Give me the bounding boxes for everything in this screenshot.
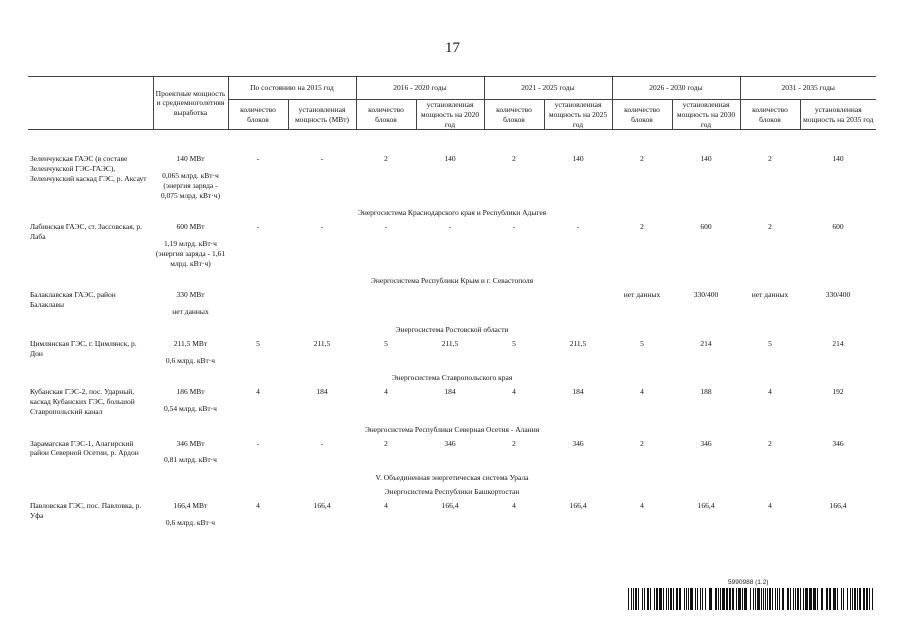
page-number: 17	[445, 40, 460, 56]
units-count-cell: 2	[640, 438, 644, 448]
units-count-cell	[228, 288, 288, 323]
barcode-text: 5990988 (1.2)	[728, 579, 769, 586]
project-capacity: 140 МВт	[176, 154, 205, 164]
header-units: количество блоков	[740, 100, 800, 130]
barcode-bar	[753, 588, 754, 610]
units-count-cell: 4	[384, 387, 388, 397]
barcode-bar	[765, 588, 766, 610]
units-count-cell: 4	[640, 387, 644, 397]
table-row	[28, 288, 876, 323]
installed-power-cell: 140	[832, 154, 844, 164]
units-count-cell: 4	[256, 387, 260, 397]
barcode-bar	[715, 588, 717, 610]
project-capacity-cell	[153, 499, 228, 534]
header-period: 2016 - 2020 годы	[356, 77, 484, 100]
barcode-bar	[817, 588, 818, 610]
units-count-cell: 4	[512, 501, 516, 510]
barcode-bar	[841, 588, 842, 610]
project-capacity-cell	[153, 337, 228, 372]
barcode-bar	[738, 588, 741, 610]
barcode-bar	[676, 588, 678, 610]
barcode-bar	[755, 588, 756, 610]
units-count-cell	[484, 288, 544, 323]
units-count-cell: 2	[640, 222, 644, 232]
installed-power-cell: -	[320, 154, 324, 164]
barcode-bar	[795, 588, 796, 610]
project-capacity: 186 МВт	[176, 387, 205, 397]
barcode-bar	[722, 588, 725, 610]
barcode-bar	[833, 588, 836, 610]
installed-power-cell: -	[448, 222, 452, 232]
barcode-bar	[847, 588, 848, 610]
units-count-cell: 4	[768, 501, 772, 510]
barcode-bar	[650, 588, 651, 610]
barcode-bar	[757, 588, 760, 610]
barcode-bar	[709, 588, 712, 610]
section-row	[28, 206, 876, 220]
units-count-cell: 4	[768, 387, 772, 397]
header-power: установленная мощность на 2025 год	[544, 100, 612, 130]
installed-power-cell: -	[576, 222, 580, 232]
project-capacity-cell	[153, 385, 228, 422]
barcode-bar	[750, 588, 751, 610]
hydro-plants-table	[28, 76, 876, 534]
header-power: установленная мощность на 2030 год	[672, 100, 740, 130]
barcode-bar	[700, 588, 701, 610]
units-count-cell: -	[512, 222, 516, 232]
barcode-bar	[797, 588, 799, 610]
barcode-bar	[793, 588, 794, 610]
installed-power-cell: 166,4	[569, 501, 587, 510]
project-capacity: 211,5 МВт	[173, 338, 208, 348]
barcode-bar	[863, 588, 865, 610]
units-count-cell	[356, 288, 416, 323]
installed-power-cell: 211,5	[441, 338, 459, 348]
table-row	[28, 499, 876, 534]
barcode-bar	[769, 588, 771, 610]
average-generation: нет данных	[172, 307, 209, 316]
header-units: количество блоков	[612, 100, 672, 130]
barcode-bar	[782, 588, 784, 610]
installed-power-cell: 211,5	[313, 338, 331, 348]
units-count-cell: -	[256, 154, 260, 164]
plant-name: Балаклавская ГАЭС, район Балаклавы	[30, 290, 116, 309]
barcode-bar	[866, 588, 868, 610]
installed-power-cell: 600	[700, 222, 712, 232]
header-units: количество блоков	[356, 100, 416, 130]
barcode-bar	[767, 588, 768, 610]
barcode-bar	[690, 588, 693, 610]
installed-power-cell: 214	[700, 338, 712, 348]
installed-power-cell: 184	[316, 387, 328, 397]
section-title: V. Объединенная энергетическая система Урала	[375, 473, 529, 483]
barcode-bar	[772, 588, 773, 610]
section-row	[28, 485, 876, 499]
units-count-cell: 2	[512, 438, 516, 448]
barcode-bar	[633, 588, 634, 610]
average-generation: 0,6 млрд. кВт·ч	[165, 517, 216, 527]
units-count-cell: 5	[512, 338, 516, 348]
plant-name: Лабинская ГАЭС, ст. Зассовская, р. Лаба	[30, 222, 143, 241]
installed-power-cell: 188	[700, 387, 712, 397]
table-row	[28, 220, 876, 274]
barcode-bar	[702, 588, 703, 610]
average-generation: 0,6 млрд. кВт·ч	[165, 355, 216, 365]
table-row	[28, 437, 876, 472]
barcode-bar	[869, 588, 870, 610]
barcode-bar	[854, 588, 856, 610]
installed-power-cell: 346	[832, 438, 844, 448]
section-title: Энергосистема Республики Северная Осетия - Алания	[364, 424, 540, 434]
barcode-bar	[697, 588, 698, 610]
barcode-bar	[777, 588, 778, 610]
barcode-bar	[663, 588, 664, 610]
header-period: 2031 - 2035 годы	[740, 77, 876, 100]
section-row	[28, 423, 876, 437]
barcode-bar	[857, 588, 858, 610]
barcode-bar	[679, 588, 681, 610]
installed-power-cell: -	[320, 438, 324, 448]
section-row	[28, 471, 876, 485]
units-count-cell: 2	[512, 154, 516, 164]
installed-power-cell	[544, 288, 612, 323]
barcode-bar	[775, 588, 776, 610]
plant-name: Кубанская ГЭС-2, пос. Ударный, каскад Кубанских ГЭС, большой Ставропольский канал	[30, 387, 135, 416]
installed-power-cell: 330/400	[825, 290, 851, 300]
installed-power-cell	[288, 288, 356, 323]
installed-power-cell: 184	[572, 387, 584, 397]
installed-power-cell: 214	[832, 338, 844, 348]
barcode-bar	[638, 588, 639, 610]
barcode-bar	[635, 588, 637, 610]
installed-power-cell: 140	[700, 154, 712, 164]
barcode-bar	[744, 588, 747, 610]
barcode-bar	[829, 588, 831, 610]
section-title: Энергосистема Ставропольского края	[391, 373, 513, 383]
barcode-bar	[695, 588, 696, 610]
barcode-bar	[732, 588, 734, 610]
plant-name: Цимлянская ГЭС, г. Цимлянск, р. Дон	[30, 338, 137, 358]
barcode-bar	[647, 588, 649, 610]
section-row	[28, 371, 876, 385]
project-capacity-cell	[153, 220, 228, 274]
installed-power-cell: 211,5	[569, 338, 587, 348]
barcode-bar	[656, 588, 658, 610]
units-count-cell: нет данных	[623, 290, 661, 300]
barcode-bar	[843, 588, 844, 610]
average-generation: 1,19 млрд. кВт·ч (энергия заряда - 1,61 млрд. кВт·ч)	[155, 239, 226, 268]
plant-name: Зарамагская ГЭС-1, Алагирский район Северной Осетии, р. Ардон	[30, 438, 139, 458]
table-header	[28, 77, 876, 130]
barcode-bar	[673, 588, 674, 610]
barcode	[628, 588, 876, 610]
installed-power-cell: 166,4	[697, 501, 715, 510]
average-generation: 0,065 млрд. кВт·ч (энергия заряда - 0,075 млрд. кВт·ч)	[160, 171, 221, 200]
section-title: Энергосистема Краснодарского края и Республики Адыгея	[357, 208, 547, 218]
table-body	[28, 130, 876, 534]
project-capacity: 166,4 МВт	[173, 501, 208, 510]
plant-name: Павловская ГЭС, пос. Павловка, р. Уфа	[30, 501, 142, 520]
section-title: Энергосистема Республики Крым и г. Севастополя	[370, 276, 534, 286]
section-row	[28, 323, 876, 337]
header-period: 2026 - 2030 годы	[612, 77, 740, 100]
project-capacity-cell	[153, 288, 228, 323]
units-count-cell: -	[256, 222, 260, 232]
barcode-bar	[644, 588, 645, 610]
project-capacity-cell	[153, 152, 228, 206]
units-count-cell: 5	[384, 338, 388, 348]
units-count-cell: 4	[512, 387, 516, 397]
barcode-bar	[668, 588, 669, 610]
units-count-cell: 4	[256, 501, 260, 510]
section-title: Энергосистема Ростовской области	[395, 324, 509, 334]
barcode-bar	[837, 588, 838, 610]
units-count-cell: -	[384, 222, 388, 232]
barcode-bar	[779, 588, 780, 610]
units-count-cell: нет данных	[751, 290, 789, 300]
installed-power-cell: 346	[700, 438, 712, 448]
table-row	[28, 385, 876, 422]
barcode-bar	[684, 588, 685, 610]
units-count-cell: -	[256, 438, 260, 448]
section-row	[28, 274, 876, 288]
project-capacity: 346 МВт	[176, 438, 205, 448]
header-name-cell	[28, 77, 153, 130]
plant-name: Зеленчукская ГАЭС (в составе Зеленчукской ГЭС-ГАЭС), Зеленчукский каскад ГЭС, р. Аксаут	[30, 154, 147, 183]
barcode-bar	[666, 588, 667, 610]
header-power: установленная мощность на 2020 год	[416, 100, 484, 130]
average-generation: 0,54 млрд. кВт·ч	[164, 404, 217, 413]
barcode-bar	[726, 588, 728, 610]
barcode-bar	[800, 588, 801, 610]
section-title: Энергосистема Республики Башкортостан	[384, 487, 520, 497]
installed-power-cell: 140	[444, 154, 456, 164]
table-row	[28, 337, 876, 372]
units-count-cell: 2	[384, 154, 388, 164]
installed-power-cell: 330/400	[693, 290, 719, 300]
barcode-bar	[628, 588, 629, 610]
barcode-bar	[631, 588, 632, 610]
barcode-bar	[642, 588, 643, 610]
barcode-bar	[763, 588, 764, 610]
installed-power-cell: 600	[832, 222, 844, 232]
barcode-bar	[670, 588, 672, 610]
barcode-bar	[813, 588, 816, 610]
barcode-bar	[736, 588, 737, 610]
header-period: По состоянию на 2015 год	[228, 77, 356, 100]
installed-power-cell: 192	[832, 387, 844, 397]
barcode-bar	[742, 588, 743, 610]
header-period: 2021 - 2025 годы	[484, 77, 612, 100]
units-count-cell: 2	[384, 438, 388, 448]
units-count-cell: 4	[640, 501, 644, 510]
barcode-bar	[705, 588, 706, 610]
project-capacity: 600 МВт	[176, 222, 205, 232]
barcode-bar	[859, 588, 861, 610]
barcode-bar	[809, 588, 812, 610]
barcode-bar	[686, 588, 687, 610]
header-project: Проектные мощность и среднемноголетняя выработка	[153, 77, 228, 130]
units-count-cell: 5	[256, 338, 260, 348]
average-generation: 0,81 млрд. кВт·ч	[164, 455, 217, 465]
units-count-cell: 4	[384, 501, 388, 510]
barcode-bar	[805, 588, 808, 610]
barcode-bar	[803, 588, 804, 610]
barcode-bar	[729, 588, 731, 610]
table-row	[28, 152, 876, 206]
units-count-cell: 2	[640, 154, 644, 164]
barcode-bar	[688, 588, 689, 610]
barcode-bar	[720, 588, 721, 610]
units-count-cell: 5	[768, 338, 772, 348]
barcode-bar	[654, 588, 655, 610]
project-capacity: 330 МВт	[176, 290, 205, 300]
installed-power-cell: 166,4	[313, 501, 331, 510]
installed-power-cell: 166,4	[441, 501, 459, 510]
barcode-bar	[761, 588, 762, 610]
header-units: количество блоков	[484, 100, 544, 130]
barcode-bar	[659, 588, 662, 610]
installed-power-cell	[416, 288, 484, 323]
barcode-bar	[718, 588, 719, 610]
header-power: установленная мощность (МВт)	[288, 100, 356, 130]
installed-power-cell: 346	[572, 438, 584, 448]
project-capacity-cell	[153, 437, 228, 472]
installed-power-cell: -	[320, 222, 324, 232]
barcode-bar	[850, 588, 851, 610]
barcode-bar	[826, 588, 828, 610]
barcode-bar	[872, 588, 873, 610]
barcode-bar	[852, 588, 853, 610]
barcode-bar	[787, 588, 789, 610]
barcode-bar	[821, 588, 823, 610]
installed-power-cell: 346	[444, 438, 456, 448]
barcode-bar	[790, 588, 791, 610]
installed-power-cell: 166,4	[829, 501, 847, 510]
installed-power-cell: 184	[444, 387, 456, 397]
header-spacer	[28, 130, 876, 153]
units-count-cell: 2	[768, 222, 772, 232]
installed-power-cell: 140	[572, 154, 584, 164]
units-count-cell: 5	[640, 338, 644, 348]
units-count-cell: 2	[768, 438, 772, 448]
header-power: установленная мощность на 2035 год	[800, 100, 876, 130]
units-count-cell: 2	[768, 154, 772, 164]
header-units: количество блоков	[228, 100, 288, 130]
